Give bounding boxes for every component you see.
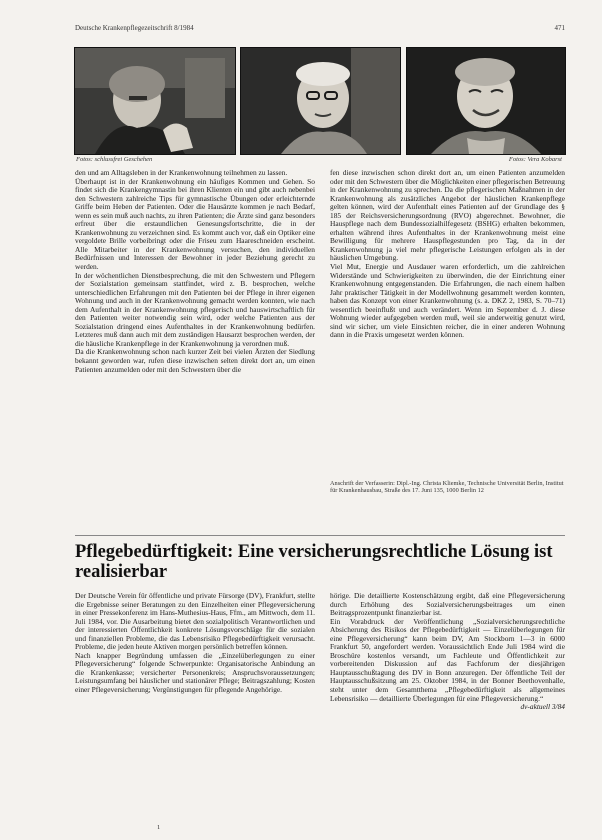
footer-folio: 1 bbox=[157, 824, 161, 831]
journal-title: Deutsche Krankenpflegezeitschrift 8/1984 bbox=[75, 24, 194, 32]
photo-caption-left: Fotos: schlussfrei Geschehen bbox=[76, 156, 153, 163]
paragraph: Ein Vorabdruck der Veröffentlichung „Sozialversicherungsrechtliche Absicherung des Risikos der Pflegebedürftigkeit — Einzelüberlegungen für eine Pflegeversicherung“ kann beim DV, Am Stockborn 1—3 in 6000 Frankfurt 50, angefordert werden. Voraussichtlich Ende Juli 1984 wird die Broschüre kostenlos versandt, um Fachleute und Öffentlichkeit zur vorbereitenden Diskussion auf das Fachforum der diesjährigen Hauptausschußtagung des DV in Bonn anzuregen. Der öffentliche Teil der Hauptausschußsitzung am 25. Oktober 1984, in der Bonner Beethovenhalle, steht unter dem Gesamtthema „Pflegebedürftigkeit als allgemeines Lebensrisiko — detaillierte Überlegungen für eine Pflegeversicherung.“ bbox=[330, 616, 565, 703]
photo-elderly-woman-right bbox=[406, 47, 566, 155]
running-header bbox=[75, 24, 565, 36]
page-number: 471 bbox=[554, 24, 565, 32]
article-source: dv-aktuell 3/84 bbox=[520, 702, 565, 712]
paragraph: hörige. Die detaillierte Kostenschätzung ergibt, daß eine Pflegeversicherung durch Erhöhung des Sozialversicherungsbeitrages um einen Beitragsprozentpunkt finanzierbar ist. bbox=[330, 592, 565, 618]
photo-credit: Fotos: Vera Kobarst bbox=[508, 156, 562, 163]
article2-column-right bbox=[330, 592, 565, 782]
author-address: Anschrift der Verfasserin: Dipl.-Ing. Christa Kliemke, Technische Universität Berlin, Institut für Krankenhausbau, Straße des 17. Juni 135, 1000 Berlin 12 bbox=[330, 480, 564, 495]
article1-column-left bbox=[75, 169, 315, 531]
paragraph: In der wöchentlichen Dienstbesprechung, die mit den Schwestern und Pflegern der Sozialstation gemeinsam stattfindet, wird z. B. besprochen, welche unterschiedlichen Erfahrungen mit den Patienten bei der Pflege in ihrer eigenen Wohnung und auch in der Krankenwohnung gemacht werden konnten, wie nach dem Aufenthalt in der Krankenwohnung pflegerisch und hauswirtschaftlich für den Patienten weiter notwendig sein wird, oder welche Patienten aus der Sozialstation dringend eines Aufenthaltes in der Krankenwohnung bedürfen. Letzteres muß dann auch mit dem zuständigen Hausarzt besprochen werden, der die häusliche Krankenpflege in der Krankenwohnung ja verordnen muß. bbox=[75, 270, 315, 348]
paragraph: fen diese inzwischen schon direkt dort an, um einen Patienten anzumelden oder mit den Schwestern über die Möglichkeiten einer pflegerischen Betreuung in der Krankenwohnung zu sprechen. Da die pflegerischen Maßnahmen in der Krankenwohnung als zusätzliches Angebot der häuslichen Krankenpflege gelten können, wird der Aufenthalt eines Patienten auf der Grundlage des § 185 der Reichsversicherungsordnung (RVO) abgerechnet. Bewohner, die Hauspflege nach dem Bundessozialhilfegesetz (BSHG) erhalten bekommen, erhalten während ihres Aufenthaltes in der Krankenwohnung meist eine Bewilligung für mehrere Hauspflegestunden pro Tag, da in der Krankenwohnung ja viel mehr pflegerische Leistungen erfolgen als in der häuslichen Umgebung. bbox=[330, 169, 565, 263]
paragraph: den und am Alltagsleben in der Krankenwohnung teilnehmen zu lassen. bbox=[75, 169, 288, 177]
divider bbox=[75, 535, 565, 536]
paragraph: Nach knapper Begründung umfassen die „Einzelüberlegungen zu einer Pflegeversicherung“ folgende Schwerpunkte: Organisatorische Anbindung an die Krankenkasse; versicherter Personenkreis; Anspruchsvoraussetzungen; Leistungsumfang bei häuslicher und stationärer Pflege; Beitragszahlung; Kosten einer Pflegeversicherung; Vergünstigungen für pflegende Angehörige. bbox=[75, 650, 315, 695]
paragraph: Überhaupt ist in der Krankenwohnung ein häufiges Kommen und Gehen. So findet sich die Krankengymnastin bei ihren Klienten ein und gibt auch nebenbei den Schwestern zahlreiche Tips für gymnastische Übungen oder erleichternde Griffe beim Heben der Patienten. Oder die Hausärzte kommen je nach Bedarf, wenn es sein muß auch nachts, zu ihren Patienten; die Ärzte sind ganz besonders erfreut über die erstaundlichen Genesungsfortschritte, die in der Krankenwohnung zu verzeichnen sind. Es kommt auch vor, daß ein Optiker eine vergoldete Brille vorbeibringt oder die Friseu zum Haareschneiden erscheint. Alle Mitarbeiter in der Krankenwohnung versuchen, den individuellen Bedürfnissen und Interessen der Bewohner in jeder Beziehung gerecht zu werden. bbox=[75, 176, 315, 272]
article1-column-right bbox=[330, 169, 565, 472]
paragraph: Viel Mut, Energie und Ausdauer waren erforderlich, um die zahlreichen Widerstände und Schwierigkeiten zu überwinden, die der Einrichtung einer Krankenwohnung entgegenstanden. Die Erfahrungen, die nach einem halben Jahr praktischer Tätigkeit in der Modellwohnung gesammelt werden konnten, haben das Konzept von einer Krankenwohnung (s. a. DKZ 2, 1983, S. 70–71) wesentlich beeinflußt und auch verändert. Wenn im September d. J. diese Wohnung wieder aufgegeben werden muß, weil sie anderweitig genutzt wird, sind wir sicher, um viele Einsichten reicher, die in einer anderen Wohnung dann in die Praxis umgesetzt werden können. bbox=[330, 262, 565, 340]
paragraph: Der Deutsche Verein für öffentliche und private Fürsorge (DV), Frankfurt, stellte die Ergebnisse seiner Beratungen zu den Einzelheiten einer Pflegeversicherung in einer Pressekonferenz im Hans-Muthesius-Haus, Ffm., am Mittwoch, dem 11. Juli 1984, vor. Die Ausarbeitung bietet den sozialpolitisch Verantwortlichen und der interessierten Öffentlichkeit konkrete Lösungsvorschläge für die sozialen und finanziellen Probleme, die das Lebensrisiko Pflegebedürftigkeit verursacht. Probleme, die jeden heute Aktiven morgen persönlich betreffen können. bbox=[75, 592, 315, 652]
article2-column-left bbox=[75, 592, 315, 787]
photo-elderly-woman-left bbox=[74, 47, 236, 155]
paragraph: Da die Krankenwohnung schon nach kurzer Zeit bei vielen Ärzten der Siedlung bekannt geworden war, rufen diese inzwischen selten direkt dort an, um einen Patienten anzumelden oder mit den Schwestern über die bbox=[75, 347, 315, 374]
article2-headline: Pflegebedürftigkeit: Eine versicherungsrechtliche Lösung ist realisierbar bbox=[75, 542, 553, 582]
photo-elderly-man-center bbox=[240, 47, 401, 155]
